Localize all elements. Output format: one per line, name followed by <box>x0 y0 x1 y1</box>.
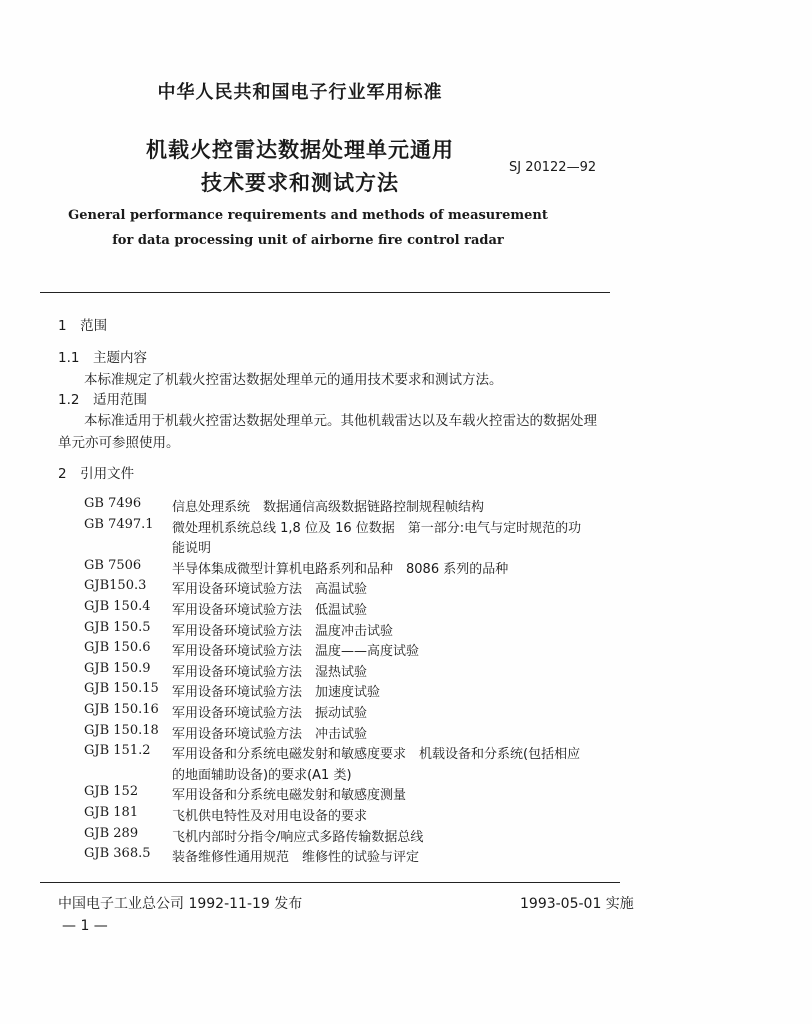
reference-title: 飞机内部时分指令/响应式多路传输数据总线 <box>172 829 424 845</box>
footer-divider <box>40 882 620 883</box>
reference-title: 军用设备和分系统电磁发射和敏感度要求 机载设备和分系统(包括相应 <box>172 747 581 763</box>
english-title-line-2: for data processing unit of airborne fire control radar <box>112 233 504 248</box>
reference-title-continued: 能说明 <box>172 541 212 557</box>
reference-code: GJB 289 <box>84 825 139 841</box>
reference-code: GJB150.3 <box>84 578 147 594</box>
reference-title: 军用设备环境试验方法 高温试验 <box>172 582 368 598</box>
standard-category: 中华人民共和国电子行业军用标准 <box>157 82 443 103</box>
reference-title: 飞机供电特性及对用电设备的要求 <box>172 809 368 824</box>
reference-title: 军用设备环境试验方法 冲击试验 <box>172 726 368 742</box>
section-1-2-text-line-1: 本标准适用于机载火控雷达数据处理单元。其他机载雷达以及车载火控雷达的数据处理 <box>84 413 597 429</box>
reference-title: 装备维修性通用规范 维修性的试验与评定 <box>172 850 420 866</box>
reference-code: GJB 150.15 <box>84 681 159 697</box>
section-1-1-text: 本标准规定了机载火控雷达数据处理单元的通用技术要求和测试方法。 <box>84 372 503 388</box>
reference-title: 军用设备环境试验方法 振动试验 <box>172 706 368 721</box>
section-2-heading: 2 引用文件 <box>58 466 135 482</box>
section-1-2-text-line-2: 单元亦可参照使用。 <box>58 435 180 451</box>
reference-title: 军用设备环境试验方法 湿热试验 <box>172 664 368 680</box>
reference-title: 微处理机系统总线 1,8 位及 16 位数据 第一部分:电气与定时规范的功 <box>172 520 582 536</box>
reference-code: GJB 150.5 <box>84 619 151 635</box>
title-line-1: 机载火控雷达数据处理单元通用 <box>146 138 454 162</box>
reference-code: GJB 150.16 <box>84 702 159 717</box>
reference-code: GB 7497.1 <box>84 516 154 532</box>
section-1-heading: 1 范围 <box>58 318 108 334</box>
standard-number: SJ 20122—92 <box>509 160 597 175</box>
reference-code: GJB 150.18 <box>84 722 159 738</box>
section-1-2-heading: 1.2 适用范围 <box>58 392 147 408</box>
reference-title: 军用设备和分系统电磁发射和敏感度测量 <box>172 788 407 804</box>
reference-code: GJB 181 <box>84 805 139 820</box>
reference-title: 军用设备环境试验方法 加速度试验 <box>172 685 381 701</box>
reference-code: GJB 151.2 <box>84 743 151 759</box>
reference-title: 信息处理系统 数据通信高级数据链路控制规程帧结构 <box>172 500 485 515</box>
reference-code: GJB 368.5 <box>84 846 151 862</box>
reference-code: GJB 150.6 <box>84 640 151 656</box>
reference-code: GJB 150.4 <box>84 599 151 614</box>
title-line-2: 技术要求和测试方法 <box>201 171 399 195</box>
effective-date: 1993-05-01 实施 <box>520 896 634 912</box>
reference-title: 军用设备环境试验方法 温度冲击试验 <box>172 623 394 639</box>
section-1-1-heading: 1.1 主题内容 <box>58 350 147 366</box>
page-number: — 1 — <box>62 918 108 934</box>
reference-code: GJB 152 <box>84 784 139 800</box>
english-title-line-1: General performance requirements and methods of measurement <box>68 208 548 223</box>
header-divider <box>40 292 610 293</box>
reference-code: GB 7506 <box>84 557 142 573</box>
reference-title: 半导体集成微型计算机电路系列和品种 8086 系列的品种 <box>172 561 509 577</box>
reference-code: GB 7496 <box>84 496 142 511</box>
reference-title-continued: 的地面辅助设备)的要求(A1 类) <box>172 767 352 783</box>
issuer-and-date: 中国电子工业总公司 1992-11-19 发布 <box>58 896 303 912</box>
reference-title: 军用设备环境试验方法 低温试验 <box>172 603 368 618</box>
reference-code: GJB 150.9 <box>84 660 151 676</box>
reference-title: 军用设备环境试验方法 温度——高度试验 <box>172 644 420 660</box>
